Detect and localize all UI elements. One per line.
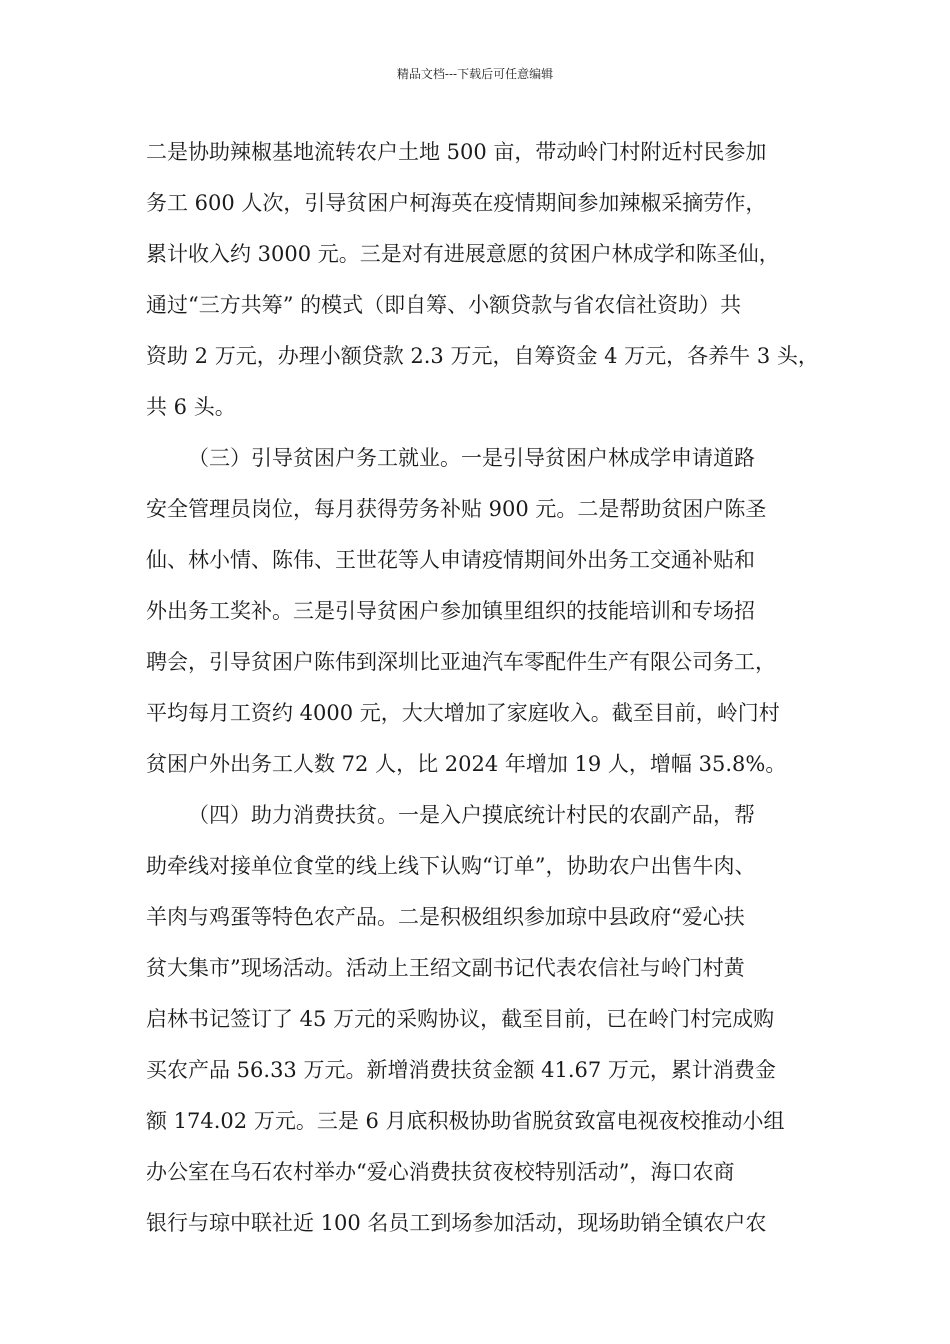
text-line: 办公室在乌石农村举办“爱心消费扶贫夜校特别活动”，海口农商 <box>146 1160 735 1184</box>
text-line: 买农产品 56.33 万元。新增消费扶贫金额 41.67 万元，累计消费金 <box>146 1058 776 1082</box>
text-line: 额 174.02 万元。三是 6 月底积极协助省脱贫致富电视夜校推动小组 <box>146 1109 785 1133</box>
paragraph-heading-line: （三）引导贫困户务工就业。一是引导贫困户林成学申请道路 <box>188 446 755 470</box>
text-line: 安全管理员岗位，每月获得劳务补贴 900 元。二是帮助贫困户陈圣 <box>146 497 767 521</box>
text-line: 务工 600 人次，引导贫困户柯海英在疫情期间参加辣椒采摘劳作， <box>146 191 767 215</box>
page-header: 精品文档---下载后可任意编辑 <box>396 67 554 81</box>
text-line: 平均每月工资约 4000 元，大大增加了家庭收入。截至目前，岭门村 <box>146 701 780 725</box>
text-line: 资助 2 万元，办理小额贷款 2.3 万元，自筹资金 4 万元，各养牛 3 头， <box>146 344 819 368</box>
text-line: 仙、林小情、陈伟、王世花等人申请疫情期间外出务工交通补贴和 <box>146 548 755 572</box>
paragraph-heading-line: （四）助力消费扶贫。一是入户摸底统计村民的农副产品，帮 <box>188 803 755 827</box>
text-line: 聘会，引导贫困户陈伟到深圳比亚迪汽车零配件生产有限公司务工， <box>146 650 776 674</box>
text-line: 助牵线对接单位食堂的线上线下认购“订单”，协助农户出售牛肉、 <box>146 854 756 878</box>
text-line: 外出务工奖补。三是引导贫困户参加镇里组织的技能培训和专场招 <box>146 599 755 623</box>
text-line: 羊肉与鸡蛋等特色农产品。二是积极组织参加琼中县政府“爱心扶 <box>146 905 745 929</box>
text-line: 共 6 头。 <box>146 395 236 419</box>
text-line: 通过“三方共筹” 的模式（即自筹、小额贷款与省农信社资助）共 <box>146 293 742 317</box>
text-line: 贫大集市”现场活动。活动上王绍文副书记代表农信社与岭门村黄 <box>146 956 745 980</box>
text-line: 启林书记签订了 45 万元的采购协议，截至目前，已在岭门村完成购 <box>146 1007 775 1031</box>
text-line: 银行与琼中联社近 100 名员工到场参加活动，现场助销全镇农户农 <box>146 1211 767 1235</box>
text-line: 贫困户外出务工人数 72 人，比 2024 年增加 19 人，增幅 35.8%。 <box>146 752 787 776</box>
text-line: 累计收入约 3000 元。三是对有进展意愿的贫困户林成学和陈圣仙， <box>146 242 780 266</box>
body-text <box>146 130 819 1252</box>
text-line: 二是协助辣椒基地流转农户土地 500 亩，带动岭门村附近村民参加 <box>146 140 767 164</box>
